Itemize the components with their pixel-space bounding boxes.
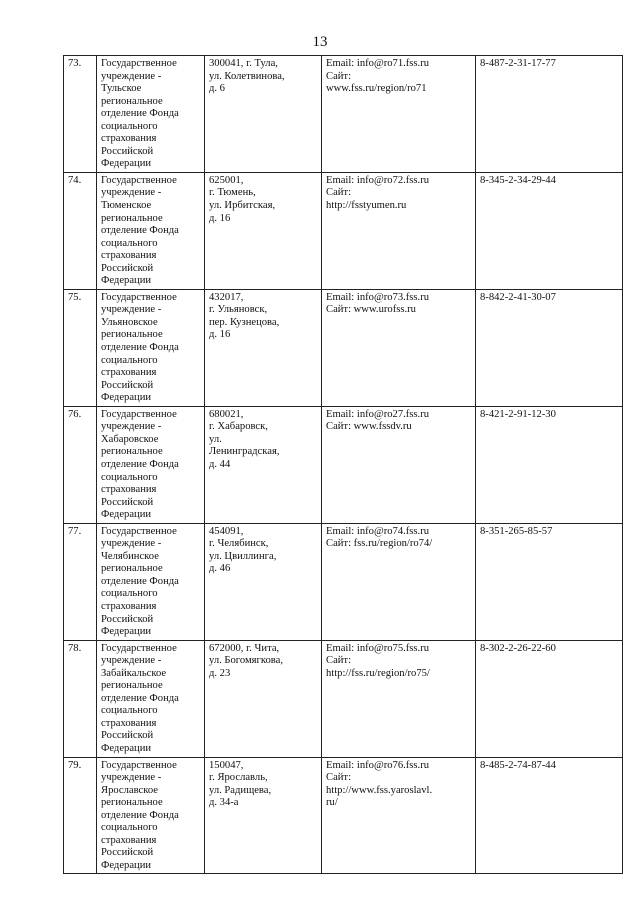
postal-address-line: 432017, <box>209 291 244 303</box>
postal-address-line: 150047, <box>209 759 244 771</box>
institution-name-line: отделение Фонда <box>101 809 179 821</box>
institution-name-line: региональное <box>101 680 163 692</box>
phone-number: 8-842-2-41-30-07 <box>476 289 623 406</box>
postal-address-line: 300041, г. Тула, <box>209 58 278 69</box>
row-number: 75. <box>64 289 97 406</box>
institution-name <box>97 757 205 874</box>
institution-name-line: социального <box>101 120 158 132</box>
contact-info <box>322 289 476 406</box>
postal-address-line: 672000, г. Чита, <box>209 642 280 654</box>
contact-info <box>322 640 476 757</box>
institution-name-line: региональное <box>101 563 163 575</box>
postal-address-line: г. Ульяновск, <box>209 304 268 316</box>
postal-address <box>205 757 322 874</box>
institution-name-line: социального <box>101 354 158 366</box>
table-row <box>64 289 623 406</box>
institution-name-line: Тульское <box>101 83 142 95</box>
phone-number: 8-421-2-91-12-30 <box>476 406 623 523</box>
institution-name-line: Российской <box>101 847 154 859</box>
institution-name-line: Государственное <box>101 291 177 303</box>
table-row <box>64 172 623 289</box>
contact-info-line: Сайт: fss.ru/region/ro74/ <box>326 538 433 550</box>
table-row <box>64 523 623 640</box>
institution-name-line: Российской <box>101 496 154 508</box>
institution-name-line: социального <box>101 588 158 600</box>
institution-name-line: страхования <box>101 484 157 496</box>
institution-name-line: социального <box>101 237 158 249</box>
postal-address-line: ул. <box>209 433 222 445</box>
institution-name-line: учреждение - <box>101 70 162 82</box>
postal-address-line: ул. Цвиллинга, <box>209 550 277 562</box>
institution-name-line: региональное <box>101 797 163 809</box>
institution-name <box>97 289 205 406</box>
institution-name-line: региональное <box>101 95 163 107</box>
postal-address-line: д. 23 <box>209 667 231 679</box>
postal-address-line: д. 46 <box>209 563 231 575</box>
postal-address-line: ул. Ирбитская, <box>209 200 276 212</box>
contact-info-line: Email: info@ro76.fss.ru <box>326 759 430 771</box>
institution-name-line: страхования <box>101 717 157 729</box>
contact-info-line: Сайт: <box>326 772 352 784</box>
institution-name-line: региональное <box>101 329 163 341</box>
institution-name <box>97 640 205 757</box>
contact-info <box>322 56 476 173</box>
phone-number: 8-345-2-34-29-44 <box>476 172 623 289</box>
postal-address-line: 680021, <box>209 408 244 420</box>
institution-name-line: Челябинское <box>101 550 159 562</box>
contact-info-line: Сайт: <box>326 655 352 667</box>
institution-name-line: страхования <box>101 250 157 262</box>
institution-name-line: социального <box>101 705 158 717</box>
institution-name-line: отделение Фонда <box>101 108 179 120</box>
contact-info-line: Email: info@ro73.fss.ru <box>326 291 430 303</box>
institution-name-line: учреждение - <box>101 772 162 784</box>
postal-address-line: г. Хабаровск, <box>209 421 268 433</box>
contact-info-line: ru/ <box>326 797 338 809</box>
institution-name-line: Ульяновское <box>101 316 158 328</box>
postal-address-line: ул. Радищева, <box>209 784 272 796</box>
page-number: 13 <box>312 34 328 50</box>
postal-address-line: г. Тюмень, <box>209 187 256 199</box>
institution-name <box>97 406 205 523</box>
contact-info <box>322 406 476 523</box>
contact-info-line: http://fsstyumen.ru <box>326 200 407 212</box>
contact-info-line: Email: info@ro71.fss.ru <box>326 58 430 69</box>
postal-address-line: 454091, <box>209 525 244 537</box>
postal-address-line: пер. Кузнецова, <box>209 316 280 328</box>
contact-info-line: http://www.fss.yaroslavl. <box>326 784 433 796</box>
institution-name-line: Государственное <box>101 525 177 537</box>
contact-info-line: Сайт: www.fssdv.ru <box>326 421 412 433</box>
institution-name-line: региональное <box>101 446 163 458</box>
row-number: 79. <box>64 757 97 874</box>
institution-name-line: Федерации <box>101 158 152 170</box>
row-number: 78. <box>64 640 97 757</box>
contact-info-line: Email: info@ro27.fss.ru <box>326 408 430 420</box>
institution-name-line: страхования <box>101 133 157 145</box>
fss-offices-table <box>63 55 623 874</box>
institution-name-line: учреждение - <box>101 304 162 316</box>
institution-name-line: Российской <box>101 145 154 157</box>
postal-address-line: Ленинградская, <box>209 446 280 458</box>
institution-name-line: учреждение - <box>101 538 162 550</box>
institution-name-line: социального <box>101 822 158 834</box>
institution-name-line: Федерации <box>101 742 152 754</box>
contact-info-line: Сайт: <box>326 187 352 199</box>
contact-info-line: http://fss.ru/region/ro75/ <box>326 667 430 679</box>
phone-number: 8-487-2-31-17-77 <box>476 56 623 173</box>
institution-name-line: Государственное <box>101 58 177 69</box>
institution-name-line: Забайкальское <box>101 667 167 679</box>
table-row <box>64 640 623 757</box>
institution-name-line: отделение Фонда <box>101 692 179 704</box>
table-row <box>64 406 623 523</box>
institution-name-line: Российской <box>101 379 154 391</box>
institution-name-line: Государственное <box>101 759 177 771</box>
institution-name-line: учреждение - <box>101 187 162 199</box>
institution-name-line: страхования <box>101 600 157 612</box>
institution-name-line: Государственное <box>101 642 177 654</box>
institution-name-line: Федерации <box>101 859 152 871</box>
institution-name-line: отделение Фонда <box>101 575 179 587</box>
postal-address-line: д. 34-а <box>209 797 239 809</box>
postal-address-line: д. 6 <box>209 83 225 95</box>
contact-info-line: www.fss.ru/region/ro71 <box>326 83 427 95</box>
institution-name-line: Федерации <box>101 626 152 638</box>
institution-name-line: отделение Фонда <box>101 225 179 237</box>
institution-name-line: Тюменское <box>101 200 152 212</box>
postal-address-line: д. 44 <box>209 458 231 470</box>
institution-name-line: Федерации <box>101 392 152 404</box>
postal-address <box>205 406 322 523</box>
postal-address <box>205 56 322 173</box>
postal-address-line: ул. Богомягкова, <box>209 655 284 667</box>
institution-name-line: Ярославское <box>101 784 158 796</box>
institution-name <box>97 172 205 289</box>
institution-name-line: социального <box>101 471 158 483</box>
postal-address-line: д. 16 <box>209 329 231 341</box>
row-number: 73. <box>64 56 97 173</box>
contact-info <box>322 757 476 874</box>
table-row <box>64 757 623 874</box>
postal-address <box>205 172 322 289</box>
postal-address-line: д. 16 <box>209 212 231 224</box>
institution-name-line: Российской <box>101 262 154 274</box>
contact-info-line: Сайт: www.urofss.ru <box>326 304 416 316</box>
institution-name-line: страхования <box>101 834 157 846</box>
contact-info <box>322 172 476 289</box>
institution-name-line: отделение Фонда <box>101 458 179 470</box>
institution-name-line: Государственное <box>101 408 177 420</box>
institution-name <box>97 56 205 173</box>
institution-name-line: Хабаровское <box>101 433 159 445</box>
table-row <box>64 56 623 173</box>
postal-address-line: г. Челябинск, <box>209 538 269 550</box>
phone-number: 8-485-2-74-87-44 <box>476 757 623 874</box>
contact-info-line: Email: info@ro74.fss.ru <box>326 525 430 537</box>
row-number: 76. <box>64 406 97 523</box>
contact-info-line: Email: info@ro75.fss.ru <box>326 642 430 654</box>
institution-name-line: Государственное <box>101 174 177 186</box>
row-number: 74. <box>64 172 97 289</box>
institution-name-line: страхования <box>101 367 157 379</box>
postal-address-line: 625001, <box>209 174 244 186</box>
row-number: 77. <box>64 523 97 640</box>
postal-address <box>205 289 322 406</box>
institution-name-line: отделение Фонда <box>101 342 179 354</box>
contact-info-line: Сайт: <box>326 70 352 82</box>
phone-number: 8-302-2-26-22-60 <box>476 640 623 757</box>
phone-number: 8-351-265-85-57 <box>476 523 623 640</box>
institution-name-line: Российской <box>101 613 154 625</box>
postal-address <box>205 640 322 757</box>
institution-name <box>97 523 205 640</box>
contact-info <box>322 523 476 640</box>
table-body <box>64 56 623 874</box>
postal-address <box>205 523 322 640</box>
contact-info-line: Email: info@ro72.fss.ru <box>326 174 430 186</box>
institution-name-line: Федерации <box>101 509 152 521</box>
institution-name-line: региональное <box>101 212 163 224</box>
institution-name-line: Российской <box>101 730 154 742</box>
institution-name-line: Федерации <box>101 275 152 287</box>
postal-address-line: г. Ярославль, <box>209 772 268 784</box>
institution-name-line: учреждение - <box>101 421 162 433</box>
postal-address-line: ул. Колетвинова, <box>209 70 285 82</box>
institution-name-line: учреждение - <box>101 655 162 667</box>
